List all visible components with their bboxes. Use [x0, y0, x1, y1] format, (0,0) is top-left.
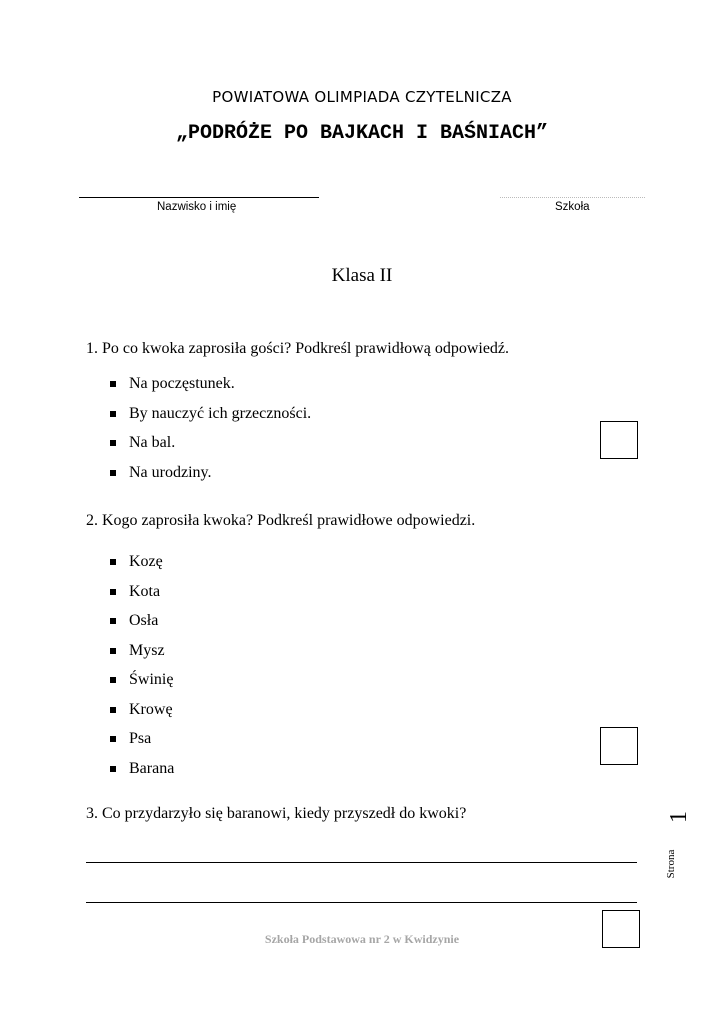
option-item[interactable]: Krowę [110, 699, 174, 729]
question-2: 2. Kogo zaprosiła kwoka? Podkreśl prawidłowe odpowiedzi. [86, 512, 476, 529]
name-field-line[interactable] [79, 197, 319, 198]
option-item[interactable]: Na urodziny. [110, 462, 311, 492]
olympiad-title: POWIATOWA OLIMPIADA CZYTELNICZA [212, 88, 512, 106]
name-field-label: Nazwisko i imię [157, 201, 237, 213]
page-label: Strona [665, 849, 677, 879]
option-item[interactable]: By nauczyć ich grzeczności. [110, 403, 311, 433]
score-box-2[interactable] [600, 727, 638, 765]
answer-line[interactable] [86, 862, 637, 863]
school-footer: Szkoła Podstawowa nr 2 w Kwidzynie [264, 932, 460, 946]
option-item[interactable]: Osła [110, 610, 174, 640]
question-1-options [110, 373, 311, 491]
question-2-options [110, 551, 174, 787]
page-number: 1 [666, 811, 692, 823]
score-box-1[interactable] [600, 421, 638, 459]
option-item[interactable]: Barana [110, 758, 174, 788]
question-1: 1. Po co kwoka zaprosiła gości? Podkreśl prawidłową odpowiedź. [86, 340, 510, 357]
option-item[interactable]: Świnię [110, 669, 174, 699]
option-item[interactable]: Psa [110, 728, 174, 758]
school-field-line[interactable] [500, 197, 645, 198]
class-heading: Klasa II [331, 265, 393, 286]
olympiad-subtitle: „PODRÓŻE PO BAJKACH I BAŚNIACH” [175, 122, 549, 145]
option-item[interactable]: Na poczęstunek. [110, 373, 311, 403]
question-3: 3. Co przydarzyło się baranowi, kiedy przyszedł do kwoki? [86, 805, 467, 822]
answer-line[interactable] [86, 902, 637, 903]
option-item[interactable]: Kozę [110, 551, 174, 581]
page-number-block [661, 811, 692, 888]
school-field-label: Szkoła [555, 201, 590, 213]
option-item[interactable]: Kota [110, 581, 174, 611]
option-item[interactable]: Mysz [110, 640, 174, 670]
option-item[interactable]: Na bal. [110, 432, 311, 462]
